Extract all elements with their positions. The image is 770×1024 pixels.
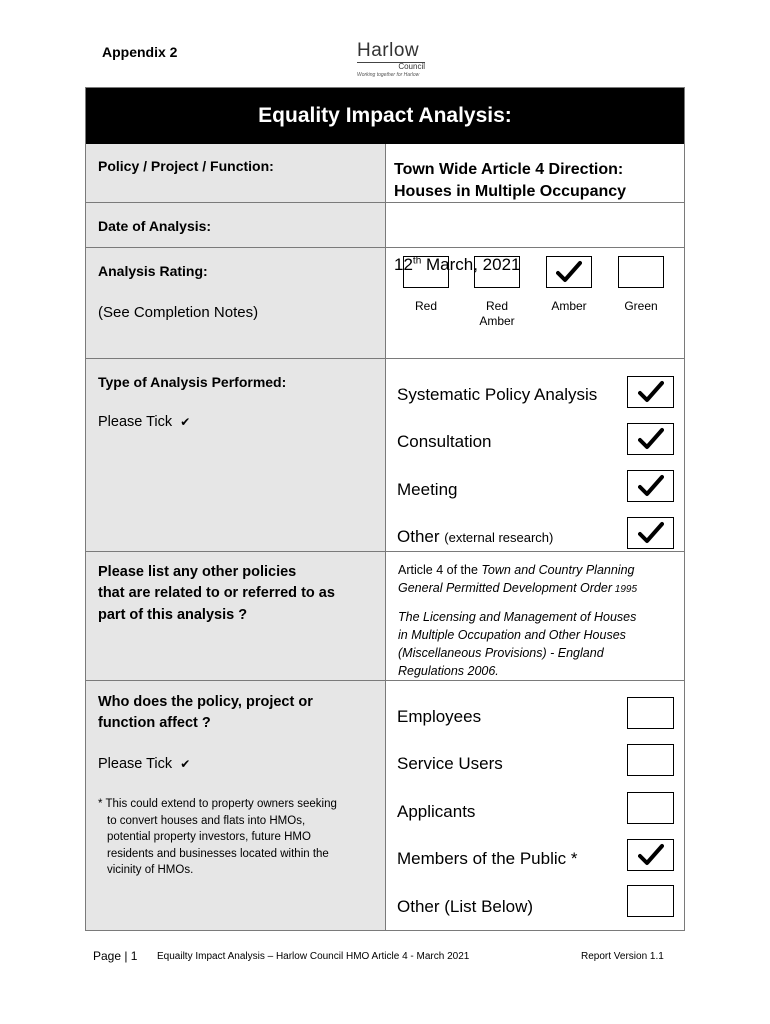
type-option-meeting: Meeting — [397, 480, 458, 499]
check-icon — [628, 424, 673, 454]
rating-label-amber: Amber — [551, 299, 587, 313]
rating-box-green[interactable] — [618, 256, 664, 288]
equality-impact-form — [85, 87, 685, 931]
rating-label-red: Red — [414, 299, 437, 313]
affect-please-tick-text: Please Tick — [98, 756, 173, 772]
affect-label-1: Who does the policy, project or — [98, 694, 313, 710]
related-ref-2 — [398, 608, 680, 680]
affect-label-2: function affect ? — [98, 715, 211, 731]
rating-label-green: Green — [624, 299, 658, 313]
type-option-other — [397, 527, 553, 547]
date-rest: March, 2021 — [421, 255, 521, 274]
ref1-prefix: Article 4 of the — [398, 563, 482, 577]
related-label-3: part of this analysis ? — [98, 607, 248, 623]
affect-option-applicants: Applicants — [397, 802, 476, 821]
date-label: Date of Analysis: — [98, 218, 212, 234]
date-day: 12 — [394, 255, 413, 274]
check-icon — [628, 471, 673, 501]
rating-label: Analysis Rating: — [98, 263, 208, 279]
rating-box-amber[interactable] — [546, 256, 592, 288]
footer-title: Equailty Impact Analysis – Harlow Council HMO Article 4 - March 2021 — [157, 951, 470, 962]
ref2-line: Regulations 2006. — [398, 664, 499, 678]
footer-page: Page | 1 — [93, 949, 138, 963]
ref1-year: 1995 — [611, 584, 638, 595]
form-title: Equality Impact Analysis: — [86, 88, 684, 144]
affect-checkbox-employees[interactable] — [627, 697, 674, 729]
logo-wordmark: Harlow — [357, 40, 420, 61]
affect-please-tick — [98, 756, 190, 772]
affect-note-line: to convert houses and flats into HMOs, — [107, 814, 306, 827]
divider-rating — [86, 358, 684, 359]
affect-option-service-users: Service Users — [397, 754, 503, 773]
type-option-other-extra: (external research) — [444, 530, 554, 545]
affect-note-line: residents and businesses located within the — [107, 847, 329, 860]
logo-tagline: Working together for Harlow — [357, 72, 420, 78]
check-icon — [628, 518, 673, 548]
affect-checkbox-applicants[interactable] — [627, 792, 674, 824]
affect-note-line: potential property investors, future HMO — [107, 831, 311, 843]
rating-box-red[interactable] — [403, 256, 449, 288]
type-checkbox-other[interactable] — [627, 517, 674, 549]
related-ref-1 — [398, 561, 680, 599]
type-option-consultation: Consultation — [397, 432, 492, 451]
divider-date — [86, 247, 684, 248]
check-icon — [628, 840, 673, 870]
rating-label-red-amber-2: Amber — [479, 314, 515, 328]
check-icon — [628, 377, 673, 407]
rating-note: (See Completion Notes) — [98, 304, 259, 321]
affect-checkbox-service-users[interactable] — [627, 744, 674, 776]
logo-council: Council — [398, 62, 425, 71]
type-checkbox-meeting[interactable] — [627, 470, 674, 502]
check-icon — [547, 257, 591, 287]
related-label-1: Please list any other policies — [98, 564, 297, 580]
tick-mark-icon: ✔ — [180, 757, 191, 771]
type-checkbox-systematic[interactable] — [627, 376, 674, 408]
footer-version: Report Version 1.1 — [581, 951, 664, 962]
type-please-tick-text: Please Tick — [98, 414, 173, 430]
affect-option-other: Other (List Below) — [397, 897, 534, 916]
ref2-line: (Miscellaneous Provisions) - England — [398, 646, 604, 660]
tick-mark-icon: ✔ — [180, 415, 191, 429]
affect-note-line: * This could extend to property owners seeking — [98, 798, 337, 810]
ref2-line: The Licensing and Management of Houses — [398, 610, 637, 624]
type-option-systematic: Systematic Policy Analysis — [397, 385, 598, 404]
rating-label-red-amber-1: Red — [485, 299, 508, 313]
related-label-2: that are related to or referred to as — [98, 585, 335, 601]
ref2-line: in Multiple Occupation and Other Houses — [398, 628, 626, 642]
affect-note-line: vicinity of HMOs. — [107, 864, 194, 876]
rating-box-red-amber[interactable] — [474, 256, 520, 288]
type-please-tick — [98, 414, 190, 430]
ref1-italic1: Town and Country Planning — [481, 563, 635, 577]
divider-related — [86, 680, 684, 681]
rating-label-red-amber — [467, 299, 527, 329]
appendix-label: Appendix 2 — [102, 44, 178, 60]
date-suffix: th — [412, 255, 422, 267]
affect-checkbox-public[interactable] — [627, 839, 674, 871]
policy-value-2: Houses in Multiple Occupancy — [394, 183, 627, 200]
type-checkbox-consultation[interactable] — [627, 423, 674, 455]
affect-option-public: Members of the Public * — [397, 849, 578, 868]
ref1-italic2: General Permitted Development Order — [398, 581, 612, 595]
affect-note — [98, 796, 378, 879]
type-option-other-text: Other — [397, 527, 440, 546]
policy-label: Policy / Project / Function: — [98, 158, 274, 174]
policy-value-1: Town Wide Article 4 Direction: — [394, 161, 624, 178]
harlow-logo — [355, 40, 427, 80]
affect-checkbox-other[interactable] — [627, 885, 674, 917]
type-label: Type of Analysis Performed: — [98, 374, 287, 390]
divider-type — [86, 551, 684, 552]
affect-option-employees: Employees — [397, 707, 482, 726]
